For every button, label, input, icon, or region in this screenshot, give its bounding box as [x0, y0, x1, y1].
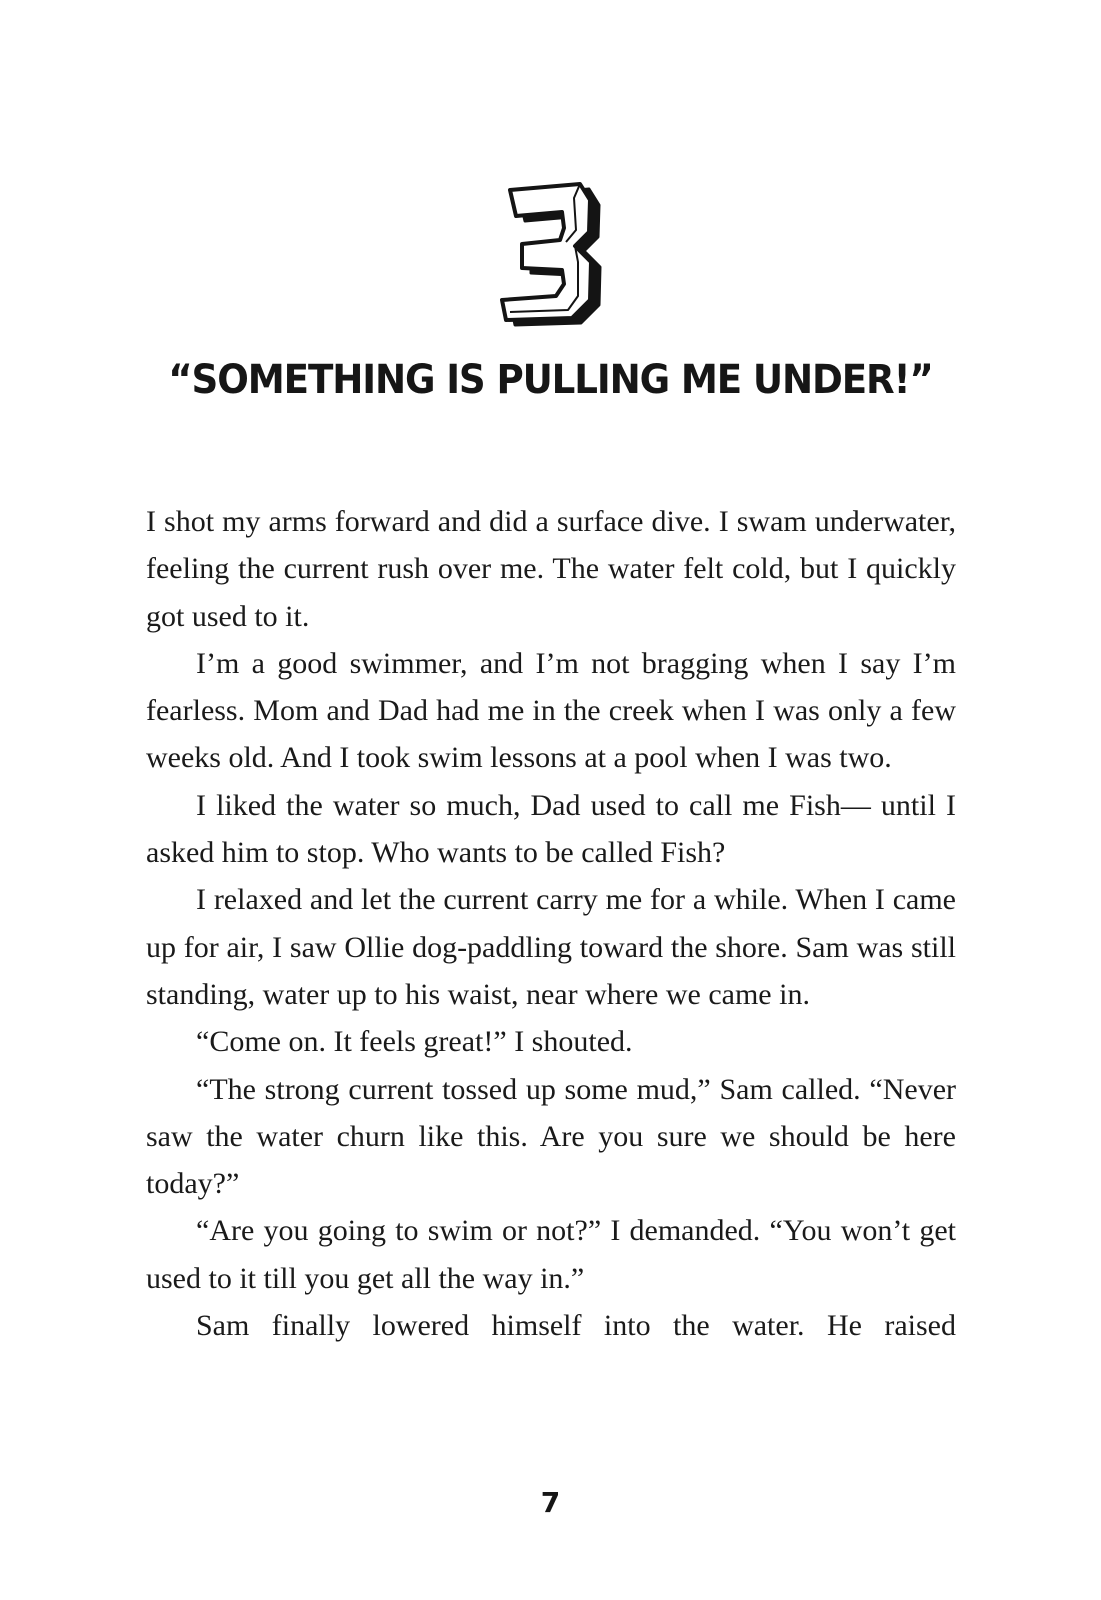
page-number: 7	[540, 1486, 561, 1519]
paragraph: I’m a good swimmer, and I’m not bragging when I say I’m fearless. Mom and Dad had me in the creek when I was only a few weeks old. And I took swim lessons at a pool when I was two.	[146, 646, 956, 775]
paragraph: Sam finally lowered himself into the water. He raised	[196, 1309, 956, 1343]
chapter-body	[146, 498, 956, 1349]
paragraph: I liked the water so much, Dad used to call me Fish— until I asked him to stop. Who wants to be called Fish?	[146, 788, 956, 870]
chapter-title: “SOMETHING IS PULLING ME UNDER!”	[168, 357, 933, 403]
paragraph: “Are you going to swim or not?” I demanded. “You won’t get used to it till you get all the way in.”	[146, 1214, 956, 1295]
paragraph: I shot my arms forward and did a surface dive. I swam underwater, feeling the current rush over me. The water felt cold, but I quickly got used to it.	[146, 505, 956, 633]
paragraph: I relaxed and let the current carry me for a while. When I came up for air, I saw Ollie dog-paddling toward the shore. Sam was still standing, water up to his waist, near where we came in.	[146, 883, 956, 1011]
paragraph: “Come on. It feels great!” I shouted.	[196, 1025, 633, 1059]
paragraph: “The strong current tossed up some mud,” Sam called. “Never saw the water churn like this. Are you sure we should be here today?”	[146, 1072, 956, 1201]
chapter-number-3-icon	[496, 178, 606, 328]
chapter-number	[0, 178, 1101, 328]
